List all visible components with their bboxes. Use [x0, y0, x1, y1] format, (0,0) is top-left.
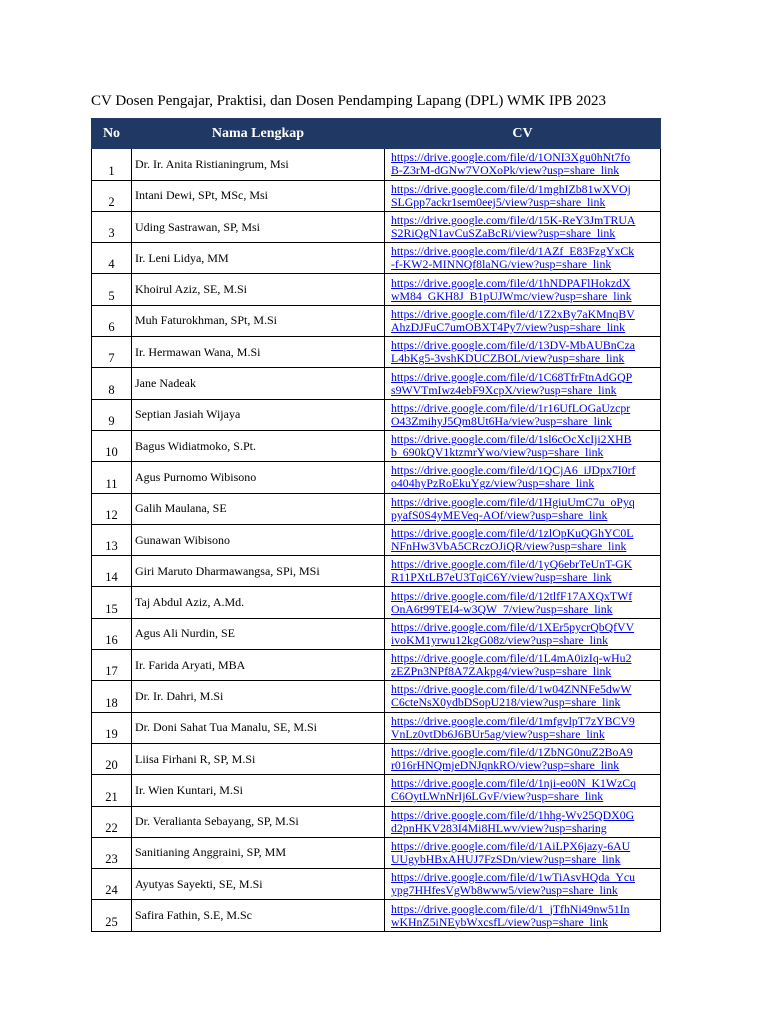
row-number: 24: [92, 869, 132, 900]
lecturer-name: Ir. Wien Kuntari, M.Si: [132, 775, 385, 806]
cv-link[interactable]: [391, 746, 656, 772]
cv-cell: [385, 806, 661, 837]
lecturer-name: Taj Abdul Aziz, A.Md.: [132, 587, 385, 618]
cv-cell: [385, 837, 661, 868]
cv-link-line-2: O43ZmihyJ5Qm8Ut6Ha/view?usp=share_link: [391, 413, 612, 428]
cv-cell: [385, 743, 661, 774]
lecturer-name: Safira Fathin, S.E, M.Sc: [132, 900, 385, 931]
cv-cell: [385, 524, 661, 555]
cv-link-line-1: https://drive.google.com/file/d/1nji-eo0N_K1WzCq: [391, 777, 637, 791]
cv-link-line-2: OnA6t99TEI4-w3QW_7/view?usp=share_link: [391, 601, 613, 616]
lecturer-name: Ir. Farida Aryati, MBA: [132, 650, 385, 681]
cv-link-line-2: VnLz0vtDb6J6BUr5ag/view?usp=share_link: [391, 726, 605, 741]
row-number: 19: [92, 712, 132, 743]
cv-link-line-1: https://drive.google.com/file/d/1wTiAsvHQda_Ycu: [391, 871, 636, 885]
table-row: [92, 900, 661, 931]
table-row: [92, 775, 661, 806]
table-row: [92, 806, 661, 837]
cv-cell: [385, 556, 661, 587]
table-row: [92, 180, 661, 211]
table-row: [92, 650, 661, 681]
lecturer-name: Khoirul Aziz, SE, M.Si: [132, 274, 385, 305]
cv-link-line-1: https://drive.google.com/file/d/1sl6cOcXcIji2XHB: [391, 433, 632, 447]
cv-link-line-1: https://drive.google.com/file/d/1_jTfhNi49nw51In: [391, 902, 630, 916]
row-number: 17: [92, 650, 132, 681]
cv-cell: [385, 900, 661, 931]
table-row: [92, 243, 661, 274]
cv-link-line-1: https://drive.google.com/file/d/1HgiuUmC7u_oPyq: [391, 495, 635, 509]
lecturer-name: Ir. Leni Lidya, MM: [132, 243, 385, 274]
cv-link-line-2: L4bKg5-3vshKDUCZBOL/view?usp=share_link: [391, 351, 625, 366]
cv-link[interactable]: [391, 214, 656, 240]
cv-link[interactable]: [391, 903, 656, 929]
cv-link-line-2: zEZPn3NPf8A7ZAkpg4/view?usp=share_link: [391, 664, 612, 679]
lecturer-name: Ayutyas Sayekti, SE, M.Si: [132, 869, 385, 900]
cv-cell: [385, 681, 661, 712]
cv-link[interactable]: [391, 652, 656, 678]
cv-link[interactable]: [391, 339, 656, 365]
cv-link-line-2: ivoKM1yrwu12kgG08z/view?usp=share_link: [391, 632, 608, 647]
cv-cell: [385, 399, 661, 430]
cv-link-line-2: NFnHw3VbA5CRczOJiQR/view?usp=share_link: [391, 539, 627, 553]
table-row: [92, 524, 661, 555]
cv-link-line-2: R11PXtLB7eU3TqiC6Y/view?usp=share_link: [391, 570, 612, 585]
cv-link-line-2: B-Z3rM-dGNw7VOXoPk/view?usp=share_link: [391, 163, 620, 178]
row-number: 9: [92, 399, 132, 430]
table-row: [92, 556, 661, 587]
cv-link-line-1: https://drive.google.com/file/d/1AiLPX6jazy-6AU: [391, 839, 631, 853]
lecturer-name: Intani Dewi, SPt, MSc, Msi: [132, 180, 385, 211]
row-number: 20: [92, 743, 132, 774]
cv-link-line-2: wM84_GKH8J_B1pUJWmc/view?usp=share_link: [391, 288, 632, 303]
lecturer-name: Liisa Firhani R, SP, M.Si: [132, 743, 385, 774]
row-number: 12: [92, 493, 132, 524]
cv-link[interactable]: [391, 464, 656, 490]
cv-link[interactable]: [391, 621, 656, 647]
cv-link[interactable]: [391, 245, 656, 271]
table-row: [92, 368, 661, 399]
row-number: 18: [92, 681, 132, 712]
cv-link-line-2: AhzDJFuC7umOBXT4Py7/view?usp=share_link: [391, 319, 626, 334]
cv-link-line-1: https://drive.google.com/file/d/1hNDPAFlHokzdX: [391, 276, 631, 290]
table-row: [92, 869, 661, 900]
document-title: CV Dosen Pengajar, Praktisi, dan Dosen Pendamping Lapang (DPL) WMK IPB 2023: [91, 93, 607, 109]
row-number: 25: [92, 900, 132, 931]
row-number: 5: [92, 274, 132, 305]
cv-cell: [385, 368, 661, 399]
cv-cell: [385, 305, 661, 336]
cv-cell: [385, 869, 661, 900]
cv-link-line-2: o404hyPzRoEkuYgz/view?usp=share_link: [391, 476, 595, 491]
table-header-row: [92, 119, 661, 149]
lecturer-name: Septian Jasiah Wijaya: [132, 399, 385, 430]
cv-link[interactable]: [391, 527, 656, 553]
cv-link-line-2: r016rHNQmjeDNJqnkRO/view?usp=share_link: [391, 758, 620, 773]
cv-link[interactable]: [391, 683, 656, 709]
cv-link-line-1: https://drive.google.com/file/d/1mghIZb81wXVOj: [391, 182, 631, 196]
cv-link[interactable]: [391, 871, 656, 897]
cv-link[interactable]: [391, 496, 656, 522]
table-body: [92, 149, 661, 931]
cv-cell: [385, 430, 661, 461]
cv-link-line-1: https://drive.google.com/file/d/1Z2xBy7aKMnqBV: [391, 307, 635, 321]
cv-link-line-1: https://drive.google.com/file/d/1XEr5pycrQbQfVV: [391, 620, 635, 634]
row-number: 7: [92, 337, 132, 368]
table-row: [92, 493, 661, 524]
row-number: 16: [92, 618, 132, 649]
cv-link-line-1: https://drive.google.com/file/d/1hhg-Wv25QDX0G: [391, 808, 635, 822]
cv-cell: [385, 274, 661, 305]
table-row: [92, 430, 661, 461]
row-number: 4: [92, 243, 132, 274]
cv-table: [91, 118, 661, 932]
lecturer-name: Ir. Hermawan Wana, M.Si: [132, 337, 385, 368]
table-row: [92, 305, 661, 336]
cv-link-line-2: UUgybHBxAHUJ7FzSDn/view?usp=share_link: [391, 851, 621, 866]
lecturer-name: Sanitianing Anggraini, SP, MM: [132, 837, 385, 868]
cv-cell: [385, 180, 661, 211]
lecturer-name: Galih Maulana, SE: [132, 493, 385, 524]
cv-link-line-1: https://drive.google.com/file/d/1QCjA6_iJDpx7I0rf: [391, 464, 636, 478]
cv-link-line-1: https://drive.google.com/file/d/1ONI3Xgu0hNt7fo: [391, 151, 631, 165]
row-number: 2: [92, 180, 132, 211]
cv-cell: [385, 775, 661, 806]
cv-link[interactable]: [391, 402, 656, 428]
cv-link-line-1: https://drive.google.com/file/d/1w04ZNNFe5dwW: [391, 683, 632, 697]
cv-link[interactable]: [391, 151, 656, 177]
cv-link[interactable]: [391, 277, 656, 303]
lecturer-name: Gunawan Wibisono: [132, 524, 385, 555]
cv-link-line-2: C6cteNsX0ydbDSopU218/view?usp=share_link: [391, 695, 621, 710]
cv-link[interactable]: [391, 590, 656, 616]
lecturer-name: Dr. Ir. Dahri, M.Si: [132, 681, 385, 712]
cv-link-line-1: https://drive.google.com/file/d/1r16UfLOGaUzcpr: [391, 401, 631, 415]
cv-link-line-2: ypg7HHfesVgWb8www5/view?usp=share_link: [391, 883, 618, 898]
cv-link-line-1: https://drive.google.com/file/d/1L4mA0izIq-wHu2: [391, 652, 632, 666]
cv-link-line-2: S2RiQgN1avCuSZaBcRi/view?usp=share_link: [391, 226, 616, 241]
cv-link-line-1: https://drive.google.com/file/d/12tlfF17AXQxTWf: [391, 589, 633, 603]
cv-link-line-1: https://drive.google.com/file/d/15K-ReY3JmTRUA: [391, 214, 636, 228]
header-cv: CV: [385, 119, 661, 149]
lecturer-name: Dr. Doni Sahat Tua Manalu, SE, M.Si: [132, 712, 385, 743]
row-number: 15: [92, 587, 132, 618]
lecturer-name: Dr. Ir. Anita Ristianingrum, Msi: [132, 149, 385, 180]
table-row: [92, 274, 661, 305]
cv-link-line-2: -f-KW2-MINNQf8laNG/view?usp=share_link: [391, 257, 612, 272]
row-number: 13: [92, 524, 132, 555]
cv-link-line-1: https://drive.google.com/file/d/1C68TfrFtnAdGQP: [391, 370, 633, 384]
row-number: 1: [92, 149, 132, 180]
cv-link-line-2: SLGpp7ackr1sem0eej5/view?usp=share_link: [391, 194, 606, 209]
cv-cell: [385, 493, 661, 524]
table-row: [92, 681, 661, 712]
lecturer-name: Muh Faturokhman, SPt, M.Si: [132, 305, 385, 336]
cv-link-line-2: b_690kQV1ktzmrYwo/view?usp=share_link: [391, 445, 604, 460]
cv-cell: [385, 211, 661, 242]
table-row: [92, 399, 661, 430]
cv-link-line-1: https://drive.google.com/file/d/1ZbNG0nuZ2BoA9: [391, 746, 633, 760]
table-row: [92, 837, 661, 868]
cv-link[interactable]: [391, 777, 656, 803]
row-number: 3: [92, 211, 132, 242]
table-row: [92, 743, 661, 774]
cv-link-line-1: https://drive.google.com/file/d/1mfgvlpT7zYBCV9: [391, 714, 635, 728]
lecturer-name: Agus Ali Nurdin, SE: [132, 618, 385, 649]
cv-cell: [385, 337, 661, 368]
cv-link[interactable]: [391, 715, 656, 741]
table-row: [92, 337, 661, 368]
row-number: 21: [92, 775, 132, 806]
cv-link-line-1: https://drive.google.com/file/d/13DV-MbAUBnCza: [391, 339, 635, 353]
table-row: [92, 587, 661, 618]
cv-link[interactable]: [391, 840, 656, 866]
cv-link[interactable]: [391, 809, 656, 835]
table-row: [92, 462, 661, 493]
cv-link[interactable]: [391, 308, 656, 334]
cv-link-line-1: https://drive.google.com/file/d/1yQ6ebrTeUnT-GK: [391, 558, 633, 572]
row-number: 8: [92, 368, 132, 399]
lecturer-name: Agus Purnomo Wibisono: [132, 462, 385, 493]
lecturer-name: Dr. Veralianta Sebayang, SP, M.Si: [132, 806, 385, 837]
cv-cell: [385, 712, 661, 743]
cv-link-line-1: https://drive.google.com/file/d/1AZf_E83FzgYxCk: [391, 245, 635, 259]
cv-cell: [385, 587, 661, 618]
cv-cell: [385, 462, 661, 493]
cv-link-line-2: pyafS0S4yMEVeq-AOf/view?usp=share_link: [391, 507, 608, 522]
row-number: 23: [92, 837, 132, 868]
cv-link-line-2: wKHnZ5iNEybWxcsfL/view?usp=share_link: [391, 914, 608, 929]
cv-cell: [385, 618, 661, 649]
lecturer-name: Jane Nadeak: [132, 368, 385, 399]
cv-link[interactable]: [391, 558, 656, 584]
cv-link[interactable]: [391, 371, 656, 397]
cv-link-line-1: https://drive.google.com/file/d/1zlOpKuQGhYC0L: [391, 527, 634, 540]
lecturer-name: Giri Maruto Dharmawangsa, SPi, MSi: [132, 556, 385, 587]
cv-cell: [385, 243, 661, 274]
lecturer-name: Uding Sastrawan, SP, Msi: [132, 211, 385, 242]
row-number: 11: [92, 462, 132, 493]
cv-link[interactable]: [391, 433, 656, 459]
row-number: 10: [92, 430, 132, 461]
table-row: [92, 712, 661, 743]
cv-link-line-2: s9WVTmIwz4ebF9XcpX/view?usp=share_link: [391, 382, 617, 397]
cv-link[interactable]: [391, 183, 656, 209]
header-name: Nama Lengkap: [132, 119, 385, 149]
row-number: 22: [92, 806, 132, 837]
cv-cell: [385, 650, 661, 681]
table-row: [92, 211, 661, 242]
header-no: No: [92, 119, 132, 149]
cv-cell: [385, 149, 661, 180]
table-row: [92, 149, 661, 180]
row-number: 14: [92, 556, 132, 587]
cv-link-line-2: C6OytLWnNrIj6LGvF/view?usp=share_link: [391, 789, 604, 804]
row-number: 6: [92, 305, 132, 336]
cv-link-line-2: d2pnHKV283I4Mi8HLwv/view?usp=sharing: [391, 820, 607, 835]
lecturer-name: Bagus Widiatmoko, S.Pt.: [132, 430, 385, 461]
table-row: [92, 618, 661, 649]
